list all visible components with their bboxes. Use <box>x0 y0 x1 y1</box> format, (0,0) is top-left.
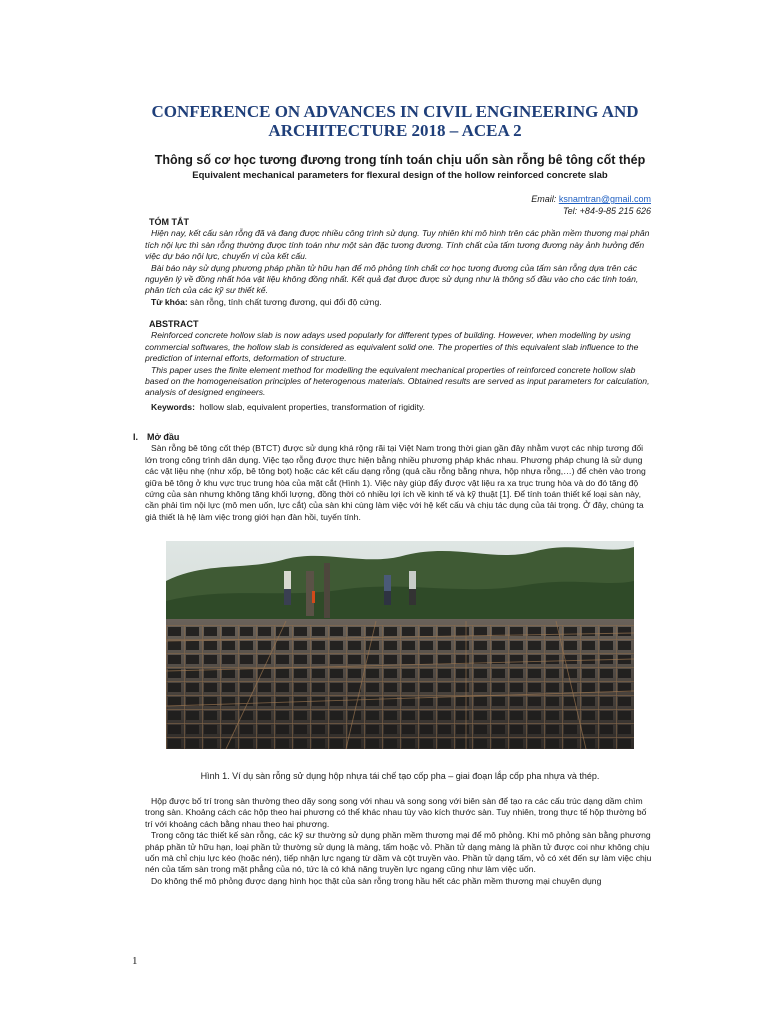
section-heading <box>133 432 653 443</box>
tel-line: Tel: +84-9-85 215 626 <box>563 206 651 216</box>
keywords-vi <box>145 297 653 308</box>
conference-title-line-1: CONFERENCE ON ADVANCES IN CIVIL ENGINEERING AND <box>151 102 639 121</box>
section-intro <box>133 432 653 523</box>
conference-title-line-2: ARCHITECTURE 2018 – ACEA 2 <box>268 121 522 140</box>
email-label: Email: <box>531 194 557 204</box>
keywords-en-text: hollow slab, equivalent properties, transformation of rigidity. <box>199 401 426 412</box>
abstract-vi-para-2: Bài báo này sử dụng phương pháp phần tử hữu hạn để mô phỏng tính chất cơ học tương đương của tấm sàn rỗng dựa trên các nguyên lý về đồng nhất hóa vật liệu không đồng nhất. Kết quả đạt được được sử dụng như là thông số đầu vào cho các tính toán, phân tích của các kỹ sư thiết kế. <box>145 262 639 296</box>
abstract-en <box>145 319 653 413</box>
paper-title-en: Equivalent mechanical parameters for flexural design of the hollow reinforced concrete slab <box>192 170 608 181</box>
construction-photo <box>166 541 634 749</box>
abstract-vi-heading: TÓM TẮT <box>149 217 189 227</box>
email-line <box>531 193 651 205</box>
section-para-1: Sàn rỗng bê tông cốt thép (BTCT) được sử dụng khá rộng rãi tại Việt Nam trong thời gian gần đây nhằm vượt các nhịp tương đối lớn trong công trình dân dụng. Việc tạo rỗng được thực hiện bằng nhiều phương pháp khác nhau. Phương pháp chung là sử dụng các vật liệu nhẹ (như xốp, bê tông bọt) hoặc các kết cấu dạng rỗng (quả cầu rỗng bằng nhựa, hộp nhựa rỗng,…) để chèn vào trong giữa bê tông ở khu vực trục trung hòa của mặt cắt (Hình 1). Việc này giúp đẩy được vật liệu ra xa trục trung hòa và do đó tăng độ cứng của sàn nhưng không tăng khối lượng, đồng thời có nhiều lợi ích về kinh tế và kỹ thuật [1]. Để tính toán thiết kế loại sàn này, cần phải tìm nội lực (mô men uốn, lực cắt) của sàn khi cùng làm việc với hệ kết cấu và chịu tác dụng của tải trọng. Ở đây, chúng ta giả thiết là hệ làm việc trong giới hạn đàn hồi, tuyến tính. <box>145 443 646 522</box>
keywords-en <box>145 402 653 413</box>
keywords-en-label: Keywords: <box>151 401 195 412</box>
paper-title-vi: Thông số cơ học tương đương trong tính toán chịu uốn sàn rỗng bê tông cốt thép <box>154 153 646 167</box>
email-link[interactable]: ksnamtran@gmail.com <box>558 194 651 204</box>
section-number: I. <box>133 432 139 442</box>
keywords-vi-label: Từ khóa: <box>151 296 188 307</box>
conference-title <box>120 102 670 140</box>
abstract-vi-para-1: Hiện nay, kết cấu sàn rỗng đã và đang được nhiều công trình sử dụng. Tuy nhiên khi mô hình trên các phần mềm thương mại phân tích nội lực thì sàn rỗng thường được tính toán như một sàn đặc tương đương. Tính chất của tấm tương đương này ảnh hưởng đến việc dự báo nội lực, chuyển vị của kết cấu. <box>145 228 650 262</box>
body-para-1: Hộp được bố trí trong sàn thường theo dãy song song với nhau và song song với biên sàn để tạo ra các cấu trúc dạng dầm chìm trong sàn. Khoảng cách các hộp theo hai phương có thể khác nhau tùy vào kích thước sàn. Tuy nhiên, trong thực tế hộp thường bố trí với khoảng cách bằng nhau theo hai phương. <box>145 796 647 829</box>
abstract-en-para-2: This paper uses the finite element method for modelling the equivalent mechanical properties of reinforced concrete hollow slab based on the homogeneisation principles of heterogenous materials. Obtained results are served as input parameters for calculation, analysis of designed engineers. <box>145 364 650 398</box>
keywords-vi-text: sàn rỗng, tính chất tương đương, qui đổi độ cứng. <box>190 296 382 307</box>
body-continued <box>145 796 653 887</box>
contact-info <box>531 193 651 217</box>
body-para-2: Trong công tác thiết kế sàn rỗng, các kỹ sư thường sử dụng phần mềm thương mại để mô phỏng. Khi mô phỏng sàn bằng phương pháp phần tử hữu hạn, loại phần tử thường sử dụng là màng, tấm hoặc vỏ. Phần tử dạng màng là phần tử được coi như không chịu uốn mà chỉ chịu lực kéo (hoặc nén), tiếp nhận lực ngang từ dầm và cột truyền vào. Phần tử dạng tấm, vỏ có xét đến sự làm việc chịu nén của tấm sàn trong mặt phẳng của nó, tức là có khả năng truyền lực ngang cũng như làm việc uốn. <box>145 830 652 875</box>
abstract-vi <box>145 217 653 308</box>
figure-caption: Hình 1. Ví dụ sàn rỗng sử dụng hộp nhựa tái chế tạo cốp pha – giai đoạn lắp cốp pha nhựa và thép. <box>200 771 600 781</box>
section-title: Mở đầu <box>147 432 180 442</box>
figure-hollow-slab-photo <box>166 541 634 749</box>
abstract-en-heading: ABSTRACT <box>149 319 199 329</box>
page-number: 1 <box>132 955 138 967</box>
body-para-3: Do không thể mô phỏng được dạng hình học thật của sàn rỗng trong hầu hết các phần mềm thương mại chuyên dụng <box>151 875 602 886</box>
abstract-en-para-1: Reinforced concrete hollow slab is now adays used popularly for different types of building. However, when modelling by using commercial softwares, the hollow slab is considered as equivalent solid one. The properties of this equivalent slab influence to the prediction of internal efforts, deformation of structure. <box>145 330 639 364</box>
